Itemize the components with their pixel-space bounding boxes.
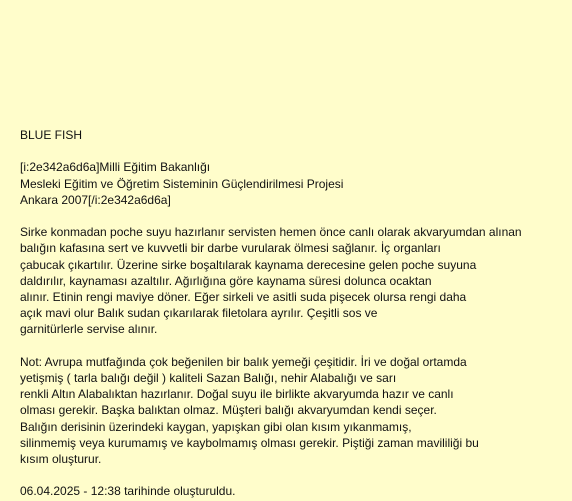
preparation-paragraph bbox=[20, 224, 565, 337]
paragraph-line: garnitürlerle servise alınır. bbox=[20, 322, 158, 337]
spacer bbox=[20, 208, 565, 224]
paragraph-line: alınır. Etinin rengi maviye döner. Eğer sirkeli ve asitli suda pişecek olursa rengi daha bbox=[20, 290, 467, 304]
paragraph-line: açık mavi olur Balık sudan çıkarılarak filetolara ayrılır. Çeşitli sos ve bbox=[20, 306, 378, 321]
document-body bbox=[20, 127, 565, 500]
note-paragraph bbox=[20, 354, 565, 467]
spacer bbox=[20, 467, 565, 483]
paragraph-line: silinmemiş veya kurumamış ve kaybolmamış olması gerekir. Piştiği zaman mavililiği bu bbox=[20, 435, 479, 450]
paragraph-line: yetişmiş ( tarla balığı değil ) kaliteli Sazan Balığı, nehir Alabalığı ve sarı bbox=[20, 371, 397, 385]
paragraph-line: daldırılır, kaynaması azaltılır. Ağırlığına göre kaynama süresi dolunca ocaktan bbox=[20, 273, 432, 288]
created-timestamp: 06.04.2025 - 12:38 tarihinde oluşturuldu. bbox=[20, 484, 236, 499]
paragraph-line: Sirke konmadan poche suyu hazırlanır servisten hemen önce canlı olarak akvaryumdan alınan bbox=[20, 225, 522, 240]
source-line: Ankara 2007[/i:2e342a6d6a] bbox=[20, 192, 171, 207]
paragraph-line: Balığın derisinin üzerindeki kaygan, yapışkan gibi olan kısım yıkanmamış, bbox=[20, 419, 412, 434]
paragraph-line: Not: Avrupa mutfağında çok beğenilen bir balık yemeği çeşitidir. İri ve doğal ortamda bbox=[20, 354, 467, 369]
document-title: BLUE FISH bbox=[20, 128, 83, 142]
paragraph-line: olması gerekir. Başka balıktan olmaz. Müşteri balığı akvaryumdan kendi seçer. bbox=[20, 403, 437, 418]
source-block bbox=[20, 159, 565, 208]
source-line: [i:2e342a6d6a]Milli Eğitim Bakanlığı bbox=[20, 160, 211, 175]
spacer bbox=[20, 338, 565, 354]
paragraph-line: kısım oluşturur. bbox=[20, 452, 102, 467]
paragraph-line: çabucak çıkartılır. Üzerine sirke boşaltılarak kaynama derecesine gelen poche suyuna bbox=[20, 257, 477, 272]
spacer bbox=[20, 143, 565, 159]
source-line: Mesleki Eğitim ve Öğretim Sisteminin Güçlendirilmesi Projesi bbox=[20, 176, 344, 191]
paragraph-line: renkli Altın Alabalıktan hazırlanır. Doğal suyu ile birlikte akvaryumda hazır ve canlı bbox=[20, 387, 454, 402]
paragraph-line: balığın kafasına sert ve kuvvetli bir darbe vurularak ölmesi sağlanır. İç organları bbox=[20, 241, 441, 256]
